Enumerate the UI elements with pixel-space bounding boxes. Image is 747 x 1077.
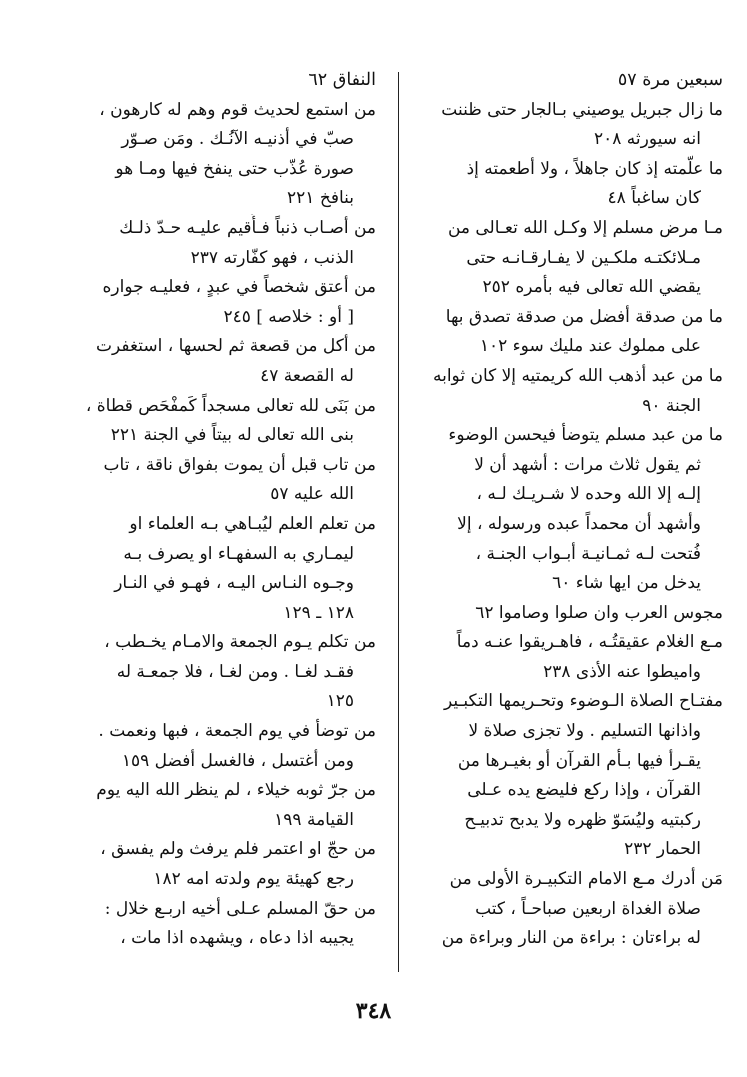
entry-first-line: من بَنَى لله تعالى مسجداً كَمفْحَص قطاة ، [85,395,376,416]
entry-continuation-line: صلاة الغداة اربعين صباحـاً ، كتب [475,898,701,919]
entry-first-line: من حقّ المسلم عـلى أخيه اربـع خلال : [104,898,376,919]
entry-first-line: من تعلم العلم ليُبـاهي بـه العلماء او [129,513,376,534]
entry-first-line: مـا مرض مسلم إلا وكـل الله تعـالى من [447,217,723,238]
hadith-entry [52,273,376,332]
entry-continuation-line: ١٢٥ [326,691,354,712]
entry-continuation-line: ثم يقول ثلاث مرات : أشهد أن لا [474,454,701,475]
hadith-entry [52,214,376,273]
entry-first-line: ما زال جبريل يوصيني بـالجار حتى ظننت [441,99,723,120]
entry-continuation-line: واميطوا عنه الأذى ٢٣٨ [543,661,701,682]
entry-first-line: من أصـاب ذنباً فـأُقيم عليـه حـدّ ذلـك [119,217,376,238]
hadith-entry [399,214,723,303]
entry-first-line: من جرّ ثوبه خيلاء ، لم ينظر الله اليه يوم [96,780,376,801]
hadith-entry [52,895,376,954]
entry-continuation-line: الله عليه ٥٧ [270,484,354,505]
hadith-entry [52,392,376,451]
entry-continuation-line: فُتحت لـه ثمـانيـة أبـواب الجنـة ، [475,543,701,564]
entry-first-line: من تاب قبل أن يموت بفواق ناقة ، تاب [103,454,376,475]
entry-continuation-line: على مملوك عند مليك سوء ١٠٢ [479,336,701,357]
entry-first-line: مفتـاح الصلاة الـوضوء وتحـريمها التكبـير [443,691,723,712]
hadith-entry [399,303,723,362]
hadith-entry [52,835,376,894]
entry-continuation-line: القيامة ١٩٩ [274,809,354,830]
hadith-entry [52,66,376,96]
entry-first-line: النفاق ٦٢ [308,70,376,90]
right-column [399,66,723,954]
entry-continuation-line: الحمار ٢٣٢ [624,839,701,860]
hadith-entry [399,599,723,629]
hadith-entry [399,687,723,865]
hadith-entry [52,451,376,510]
hadith-entry [52,510,376,628]
entry-first-line: من تكلم يـوم الجمعة والامـام يخـطب ، [104,632,376,653]
entry-continuation-line: [ أو : خلاصه ] ٢٤٥ [223,306,354,327]
entry-continuation-line: وجـوه النـاس اليـه ، فهـو في النـار [114,573,354,594]
entry-continuation-line: صورة عُذّب حتى ينفخ فيها ومـا هو [115,158,354,179]
entry-first-line: مَن أدرك مـع الامام التكبيـرة الأولى من [449,869,723,890]
hadith-entry [399,362,723,421]
column-divider [398,72,399,972]
entry-continuation-line: ومن أغتسل ، فالغسل أفضل ١٥٩ [121,750,354,771]
entry-continuation-line: بنافخ ٢٢١ [287,188,354,209]
entry-continuation-line: كان ساغباً ٤٨ [607,188,701,209]
entry-first-line: ما من صدقة أفضل من صدقة تصدق بها [445,306,723,327]
entry-continuation-line: رجع كهيئة يوم ولدته امه ١٨٢ [153,869,354,890]
entry-first-line: ما من عبد أذهب الله كريمتيه إلا كان ثوابه [432,365,723,386]
hadith-entry [399,155,723,214]
hadith-entry [399,421,723,599]
hadith-entry [52,96,376,214]
entry-continuation-line: يقـرأ فيها بـأم القرآن أو بغيـرها من [457,750,701,771]
hadith-entry [52,717,376,776]
entry-first-line: مـع الغلام عقيقتُـه ، فاهـريقوا عنـه دماً [456,632,723,653]
entry-continuation-line: واذانها التسليم . ولا تجزى صلاة لا [468,721,701,742]
entry-continuation-line: الجنة ٩٠ [642,395,701,416]
entry-continuation-line: ١٢٨ ـ ١٢٩ [283,602,354,623]
entry-continuation-line: إلـه إلا الله وحده لا شـريـك لـه ، [476,484,701,505]
entry-continuation-line: يجيبه اذا دعاه ، ويشهده اذا مات ، [120,928,354,949]
entry-first-line: ما علّمته إذ كان جاهلاً ، ولا أطعمته إذ [466,158,723,179]
hadith-entry [399,628,723,687]
entry-continuation-line: مـلائكتـه ملكـين لا يفـارقـانـه حتى [466,247,701,268]
hadith-entry [399,66,723,96]
hadith-entry [399,865,723,954]
entry-continuation-line: يدخل من ايها شاء ٦٠ [552,573,701,594]
entry-continuation-line: صبّ في أذنيـه الآنُـك . ومَن صـوّر [121,129,354,150]
entry-first-line: من حجّ او اعتمر فلم يرفث ولم يفسق ، [100,839,376,860]
hadith-entry [399,96,723,155]
left-column [52,66,376,954]
entry-continuation-line: انه سيورثه ٢٠٨ [594,129,701,150]
entry-continuation-line: بنى الله تعالى له بيتاً في الجنة ٢٢١ [110,425,354,446]
entry-continuation-line: له القصعة ٤٧ [260,365,354,386]
entry-first-line: مجوس العرب وان صلوا وصاموا ٦٢ [475,602,723,623]
entry-first-line: من أعتق شخصاً في عبدٍ ، فعليـه جواره [102,277,376,298]
entry-continuation-line: وأشهد أن محمداً عبده ورسوله ، إلا [457,513,701,534]
entry-continuation-line: له براءتان : براءة من النار وبراءة من [441,928,701,949]
hadith-entry [52,628,376,717]
entry-continuation-line: القرآن ، وإذا ركع فليضع يده عـلى [467,780,701,801]
entry-continuation-line: ليمـاري به السفهـاء او يصرف بـه [123,543,354,564]
entry-continuation-line: الذنب ، فهو كفّارته ٢٣٧ [190,247,354,268]
entry-first-line: سبعين مرة ٥٧ [617,70,723,90]
entry-first-line: ما من عبد مسلم يتوضأ فيحسن الوضوء [448,425,723,446]
entry-first-line: من استمع لحديث قوم وهم له كارهون ، [99,99,376,120]
hadith-entry [52,776,376,835]
entry-continuation-line: ركبتيه وليُسَوّ ظهره ولا يدبح تدبيـح [464,809,701,830]
entry-continuation-line: فقـد لغـا . ومن لغـا ، فلا جمعـة له [116,661,354,682]
page-number: ٣٤٨ [355,998,392,1024]
entry-first-line: من أكل من قصعة ثم لحسها ، استغفرت [96,336,376,357]
entry-first-line: من توضأ في يوم الجمعة ، فبها ونعمت . [98,721,376,742]
entry-continuation-line: يقضي الله تعالى فيه بأمره ٢٥٢ [482,277,701,298]
hadith-entry [52,332,376,391]
